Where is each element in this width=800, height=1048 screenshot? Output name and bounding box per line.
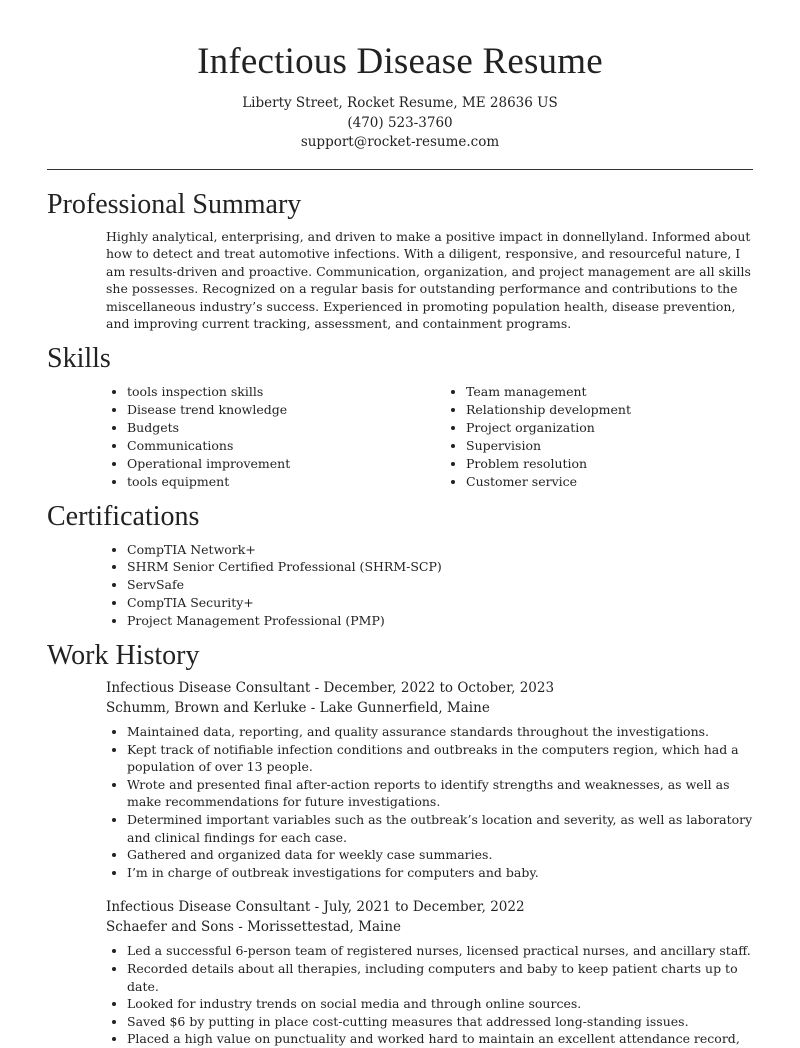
job-bullet: • Maintained data, reporting, and quality assurance standards throughout the investigations.	[127, 723, 753, 741]
summary-text: Highly analytical, enterprising, and driven to make a positive impact in donnellyland. Informed about how to detect and treat automotive infections. With a diligent, responsive, and resourceful nature, I am results-driven and proactive. Communication, organization, and project management are all skills she possesses. Recognized on a regular basis for outstanding performance and contributions to the miscellaneous industry’s success. Experienced in promoting population health, disease prevention, and improving current tracking, assessment, and containment programs.	[106, 228, 751, 332]
contact-block	[0, 94, 800, 153]
certification-item: • ServSafe	[127, 576, 800, 594]
job-bullet: • Led a successful 6-person team of registered nurses, licensed practical nurses, and ancillary staff.	[127, 942, 753, 960]
job-company-line	[106, 698, 753, 718]
certification-item: • SHRM Senior Certified Professional (SHRM-SCP)	[127, 558, 800, 576]
skill-item: • Project organization	[466, 419, 784, 437]
job-bullet: • Wrote and presented final after-action reports to identify strengths and weaknesses, as well as make recommendations for future investigations.	[127, 776, 753, 811]
skills-columns	[106, 383, 800, 490]
skills-section	[0, 342, 800, 490]
job-entry	[106, 897, 753, 1048]
job-bullet: • Placed a high value on punctuality and worked hard to maintain an excellent attendance record,	[127, 1030, 753, 1048]
job-dates: July, 2021 to December, 2022	[323, 899, 525, 916]
job-company: Schumm, Brown and Kerluke	[106, 700, 307, 717]
job-location: Morissettestad, Maine	[247, 919, 402, 936]
job-separator: -	[233, 919, 248, 936]
job-dates: December, 2022 to October, 2023	[323, 680, 555, 697]
job-location: Lake Gunnerfield, Maine	[319, 700, 490, 717]
skill-item: • Operational improvement	[127, 455, 445, 473]
certification-item: • Project Management Professional (PMP)	[127, 612, 800, 630]
job-bullets	[106, 723, 753, 881]
work-history-section	[0, 639, 800, 1048]
job-bullet: • Kept track of notifiable infection conditions and outbreaks in the computers region, which had a population of over 13 people.	[127, 741, 753, 776]
skills-list-right	[445, 383, 784, 490]
contact-email: support@rocket-resume.com	[300, 134, 500, 150]
certifications-section	[0, 500, 800, 631]
job-separator: -	[310, 680, 324, 697]
job-entry	[106, 678, 753, 881]
job-bullet: • Looked for industry trends on social media and through online sources.	[127, 995, 753, 1013]
job-bullet: • I’m in charge of outbreak investigations for computers and baby.	[127, 864, 753, 882]
contact-address: Liberty Street, Rocket Resume, ME 28636 US	[242, 95, 558, 111]
skill-item: • Problem resolution	[466, 455, 784, 473]
resume-name: Infectious Disease Resume	[197, 41, 603, 82]
skill-item: • Relationship development	[466, 401, 784, 419]
job-title-line	[106, 897, 753, 917]
job-bullet: • Determined important variables such as the outbreak’s location and severity, as well as laboratory and clinical findings for each case.	[127, 811, 753, 846]
job-company: Schaefer and Sons	[106, 919, 234, 936]
job-bullet: • Recorded details about all therapies, including computers and baby to keep patient charts up to date.	[127, 960, 753, 995]
skills-list-left	[106, 383, 445, 490]
skill-item: • Disease trend knowledge	[127, 401, 445, 419]
skill-item: • Communications	[127, 437, 445, 455]
job-position: Infectious Disease Consultant	[106, 899, 311, 916]
skill-item: • Customer service	[466, 473, 784, 491]
skill-item: • Budgets	[127, 419, 445, 437]
job-company-line	[106, 917, 753, 937]
certifications-heading: Certifications	[47, 500, 200, 532]
certification-item: • CompTIA Network+	[127, 541, 800, 559]
resume-header	[0, 0, 800, 153]
summary-section	[0, 188, 800, 334]
job-separator: -	[306, 700, 320, 717]
certification-item: • CompTIA Security+	[127, 594, 800, 612]
contact-phone: (470) 523-3760	[347, 114, 453, 131]
job-separator: -	[310, 899, 324, 916]
summary-heading: Professional Summary	[47, 188, 302, 220]
skill-item: • tools equipment	[127, 473, 445, 491]
skill-item: • Team management	[466, 383, 784, 401]
skills-heading: Skills	[47, 343, 111, 375]
header-divider	[47, 169, 753, 170]
job-position: Infectious Disease Consultant	[106, 680, 311, 697]
job-bullets	[106, 942, 753, 1048]
job-bullet: • Saved $6 by putting in place cost-cutting measures that addressed long-standing issues.	[127, 1013, 753, 1031]
skill-item: • Supervision	[466, 437, 784, 455]
job-bullet: • Gathered and organized data for weekly case summaries.	[127, 846, 753, 864]
job-title-line	[106, 678, 753, 698]
certifications-list	[106, 541, 800, 631]
skill-item: • tools inspection skills	[127, 383, 445, 401]
work-history-heading: Work History	[47, 640, 200, 672]
